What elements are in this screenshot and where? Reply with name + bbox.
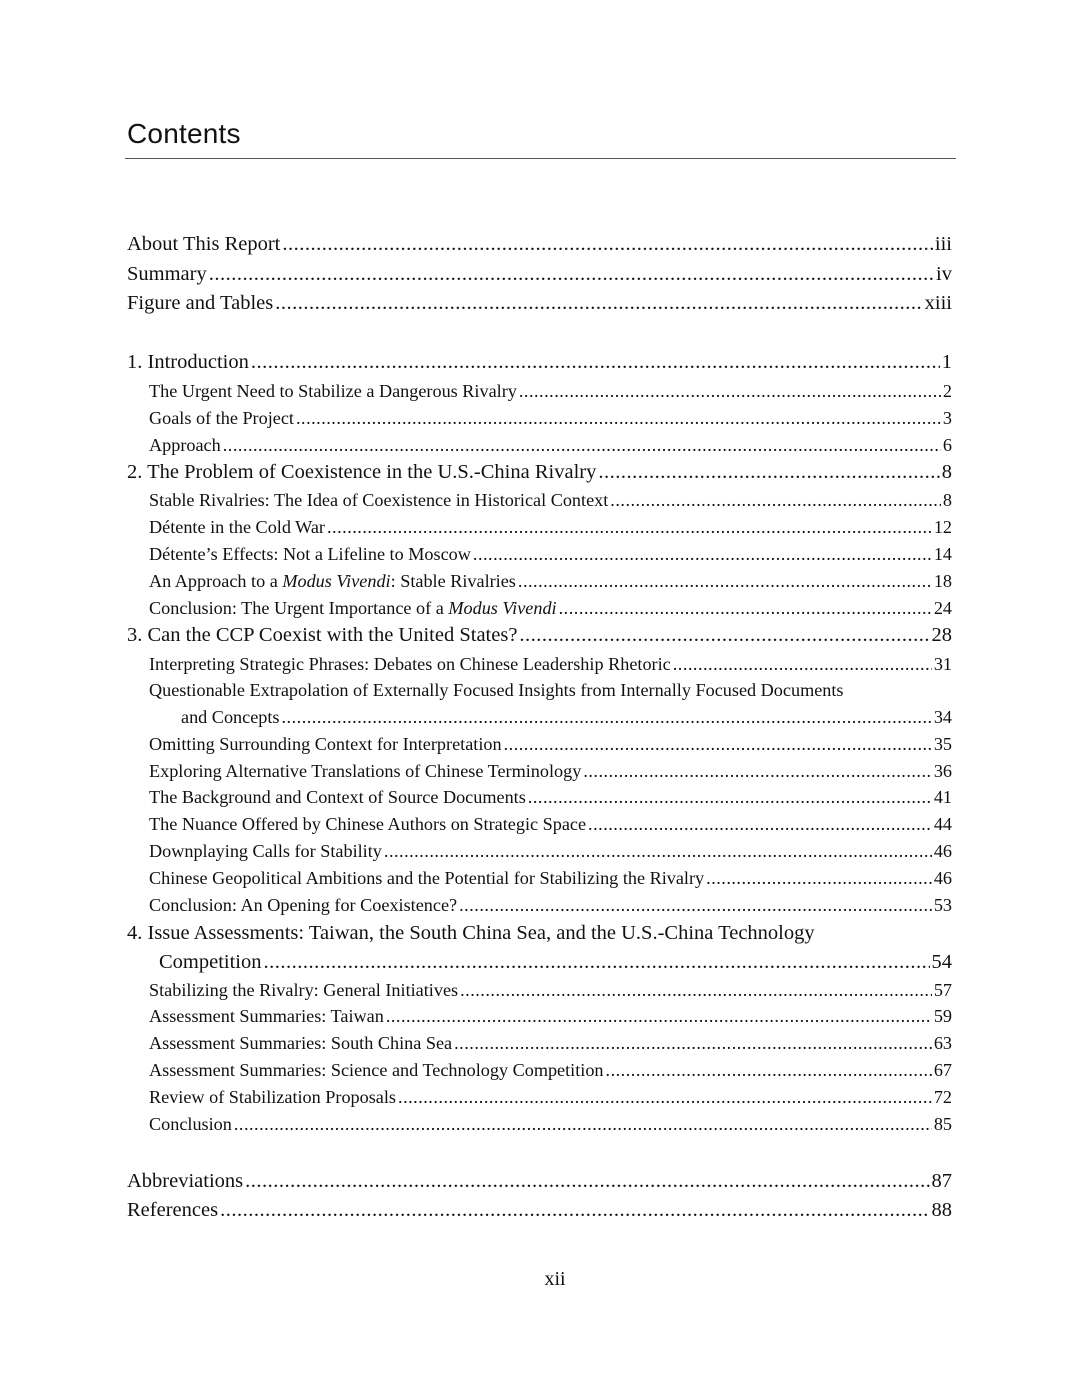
toc-entry-label: The Nuance Offered by Chinese Authors on Strategic Space bbox=[149, 814, 587, 834]
toc-section[interactable] bbox=[127, 1033, 952, 1054]
toc-chapter-4[interactable] bbox=[127, 951, 952, 974]
toc-section[interactable] bbox=[127, 734, 952, 755]
title-divider bbox=[125, 158, 956, 159]
toc-section[interactable] bbox=[127, 381, 952, 402]
dot-leader bbox=[245, 1170, 929, 1193]
toc-section-wrapped-line[interactable]: Questionable Extrapolation of Externally Focused Insights from Internally Focused Documents bbox=[149, 680, 844, 700]
dot-leader bbox=[264, 951, 930, 974]
toc-section[interactable] bbox=[127, 408, 952, 429]
toc-entry-label: Summary bbox=[127, 263, 207, 285]
toc-entry-label: Assessment Summaries: Taiwan bbox=[149, 1006, 384, 1026]
dot-leader bbox=[588, 814, 932, 835]
dot-leader bbox=[673, 654, 932, 675]
dot-leader bbox=[275, 292, 922, 315]
toc-page-number: 57 bbox=[933, 980, 952, 1000]
toc-page-number: 8 bbox=[942, 490, 952, 510]
toc-entry-label: Détente in the Cold War bbox=[149, 517, 325, 537]
toc-entry-label: Omitting Surrounding Context for Interpretation bbox=[149, 734, 502, 754]
toc-section[interactable] bbox=[127, 517, 952, 538]
toc-section[interactable] bbox=[127, 1087, 952, 1108]
toc-page-number: 2 bbox=[942, 381, 952, 401]
toc-page-number: 31 bbox=[933, 654, 952, 674]
dot-leader bbox=[606, 1060, 932, 1081]
toc-page-number: 1 bbox=[941, 351, 952, 373]
dot-leader bbox=[282, 233, 933, 256]
dot-leader bbox=[706, 868, 932, 889]
toc-section[interactable] bbox=[127, 435, 952, 456]
toc-section[interactable] bbox=[127, 868, 952, 889]
dot-leader bbox=[251, 351, 940, 374]
label-text: Conclusion: The Urgent Importance of a bbox=[149, 598, 449, 618]
dot-leader bbox=[610, 490, 941, 511]
dot-leader bbox=[528, 787, 932, 808]
toc-entry-label: Figure and Tables bbox=[127, 292, 274, 314]
toc-page-number: 41 bbox=[933, 787, 952, 807]
toc-entry-label: 2. The Problem of Coexistence in the U.S.-China Rivalry bbox=[127, 461, 597, 483]
toc-page-number: xiii bbox=[924, 292, 952, 314]
dot-leader bbox=[386, 1006, 932, 1027]
dot-leader bbox=[282, 707, 932, 728]
toc-section[interactable] bbox=[127, 841, 952, 862]
toc-entry-about-this-report[interactable] bbox=[127, 233, 952, 256]
toc-page-number: 44 bbox=[933, 814, 952, 834]
toc-entry-label: The Urgent Need to Stabilize a Dangerous Rivalry bbox=[149, 381, 517, 401]
toc-page-number: iv bbox=[936, 263, 952, 285]
dot-leader bbox=[473, 544, 932, 565]
toc-entry-label: Downplaying Calls for Stability bbox=[149, 841, 382, 861]
dot-leader bbox=[519, 624, 929, 647]
toc-section[interactable] bbox=[127, 980, 952, 1001]
toc-page-number: 54 bbox=[931, 951, 952, 973]
toc-page-number: 36 bbox=[933, 761, 952, 781]
toc-entry-label: Chinese Geopolitical Ambitions and the Potential for Stabilizing the Rivalry bbox=[149, 868, 705, 888]
dot-leader bbox=[460, 980, 932, 1001]
toc-page-number: 6 bbox=[942, 435, 952, 455]
toc-entry-label bbox=[149, 598, 557, 619]
toc-section[interactable] bbox=[127, 761, 952, 782]
dot-leader bbox=[296, 408, 941, 429]
toc-entry-label: References bbox=[127, 1199, 219, 1221]
dot-leader bbox=[398, 1087, 932, 1108]
toc-page-number: iii bbox=[934, 233, 952, 255]
toc-page-number: 14 bbox=[933, 544, 952, 564]
toc-section[interactable] bbox=[127, 1006, 952, 1027]
dot-leader bbox=[220, 1199, 929, 1222]
toc-entry-label: Conclusion: An Opening for Coexistence? bbox=[149, 895, 458, 915]
toc-section[interactable] bbox=[127, 490, 952, 511]
toc-entry-label: About This Report bbox=[127, 233, 281, 255]
toc-entry-label: Exploring Alternative Translations of Chinese Terminology bbox=[149, 761, 582, 781]
dot-leader bbox=[384, 841, 932, 862]
toc-entry-label: Interpreting Strategic Phrases: Debates on Chinese Leadership Rhetoric bbox=[149, 654, 671, 674]
toc-section[interactable] bbox=[127, 544, 952, 565]
toc-entry-references[interactable] bbox=[127, 1199, 952, 1222]
toc-page-number: 46 bbox=[933, 868, 952, 888]
label-italic: Modus Vivendi bbox=[282, 571, 391, 591]
dot-leader bbox=[519, 381, 941, 402]
toc-page-number: 24 bbox=[933, 598, 952, 618]
toc-entry-figure-and-tables[interactable] bbox=[127, 292, 952, 315]
toc-page-number: 8 bbox=[941, 461, 952, 483]
label-text: An Approach to a bbox=[149, 571, 283, 591]
toc-entry-label: Competition bbox=[159, 951, 262, 973]
dot-leader bbox=[209, 263, 934, 286]
toc-section[interactable] bbox=[127, 787, 952, 808]
toc-page-number: 85 bbox=[933, 1114, 952, 1134]
toc-entry-label: Assessment Summaries: Science and Technology Competition bbox=[149, 1060, 604, 1080]
page-title: Contents bbox=[127, 118, 241, 149]
dot-leader bbox=[459, 895, 932, 916]
toc-entry-label: Review of Stabilization Proposals bbox=[149, 1087, 397, 1107]
dot-leader bbox=[598, 461, 939, 484]
toc-section[interactable] bbox=[127, 654, 952, 675]
dot-leader bbox=[518, 571, 932, 592]
toc-entry-label: Approach bbox=[149, 435, 221, 455]
toc-section[interactable] bbox=[127, 707, 952, 728]
toc-chapter-4-wrapped-line[interactable]: 4. Issue Assessments: Taiwan, the South China Sea, and the U.S.-China Technology bbox=[127, 922, 815, 944]
dot-leader bbox=[327, 517, 932, 538]
dot-leader bbox=[583, 761, 931, 782]
toc-page-number: 59 bbox=[933, 1006, 952, 1026]
toc-page-number: 3 bbox=[942, 408, 952, 428]
toc-page-number: 87 bbox=[931, 1170, 952, 1192]
toc-section[interactable] bbox=[127, 598, 952, 619]
toc-section[interactable] bbox=[127, 895, 952, 916]
toc-chapter-1[interactable] bbox=[127, 351, 952, 374]
toc-page-number: 63 bbox=[933, 1033, 952, 1053]
toc-page-number: 53 bbox=[933, 895, 952, 915]
toc-entry-abbreviations[interactable] bbox=[127, 1170, 952, 1193]
toc-entry-label: 3. Can the CCP Coexist with the United States? bbox=[127, 624, 518, 646]
dot-leader bbox=[454, 1033, 932, 1054]
toc-entry-label: Assessment Summaries: South China Sea bbox=[149, 1033, 453, 1053]
toc-entry-label: Stable Rivalries: The Idea of Coexistence in Historical Context bbox=[149, 490, 609, 510]
dot-leader bbox=[234, 1114, 932, 1135]
toc-page-number: 28 bbox=[931, 624, 952, 646]
toc-section[interactable] bbox=[127, 571, 952, 592]
toc-page-number: 18 bbox=[933, 571, 952, 591]
toc-page-number: 12 bbox=[933, 517, 952, 537]
label-text: : Stable Rivalries bbox=[390, 571, 516, 591]
toc-section[interactable] bbox=[127, 1114, 952, 1135]
toc-page-number: 46 bbox=[933, 841, 952, 861]
toc-entry-label: Conclusion bbox=[149, 1114, 232, 1134]
toc-page-number: 72 bbox=[933, 1087, 952, 1107]
label-italic: Modus Vivendi bbox=[448, 598, 557, 618]
toc-page-number: 35 bbox=[933, 734, 952, 754]
toc-entry-label bbox=[149, 571, 516, 592]
dot-leader bbox=[504, 734, 932, 755]
toc-page-number: 34 bbox=[933, 707, 952, 727]
toc-entry-summary[interactable] bbox=[127, 263, 952, 286]
toc-section[interactable] bbox=[127, 1060, 952, 1081]
toc-entry-label: Détente’s Effects: Not a Lifeline to Moscow bbox=[149, 544, 471, 564]
toc-page-number: 88 bbox=[931, 1199, 952, 1221]
toc-entry-label: Abbreviations bbox=[127, 1170, 244, 1192]
toc-entry-label: Goals of the Project bbox=[149, 408, 294, 428]
page-number: xii bbox=[544, 1268, 566, 1290]
toc-page-number: 67 bbox=[933, 1060, 952, 1080]
toc-chapter-3[interactable] bbox=[127, 624, 952, 647]
toc-entry-label: 1. Introduction bbox=[127, 351, 249, 373]
toc-chapter-2[interactable] bbox=[127, 461, 952, 484]
toc-entry-label: and Concepts bbox=[181, 707, 280, 727]
dot-leader bbox=[223, 435, 941, 456]
toc-entry-label: Stabilizing the Rivalry: General Initiatives bbox=[149, 980, 459, 1000]
toc-entry-label: The Background and Context of Source Documents bbox=[149, 787, 526, 807]
toc-section[interactable] bbox=[127, 814, 952, 835]
dot-leader bbox=[559, 598, 932, 619]
